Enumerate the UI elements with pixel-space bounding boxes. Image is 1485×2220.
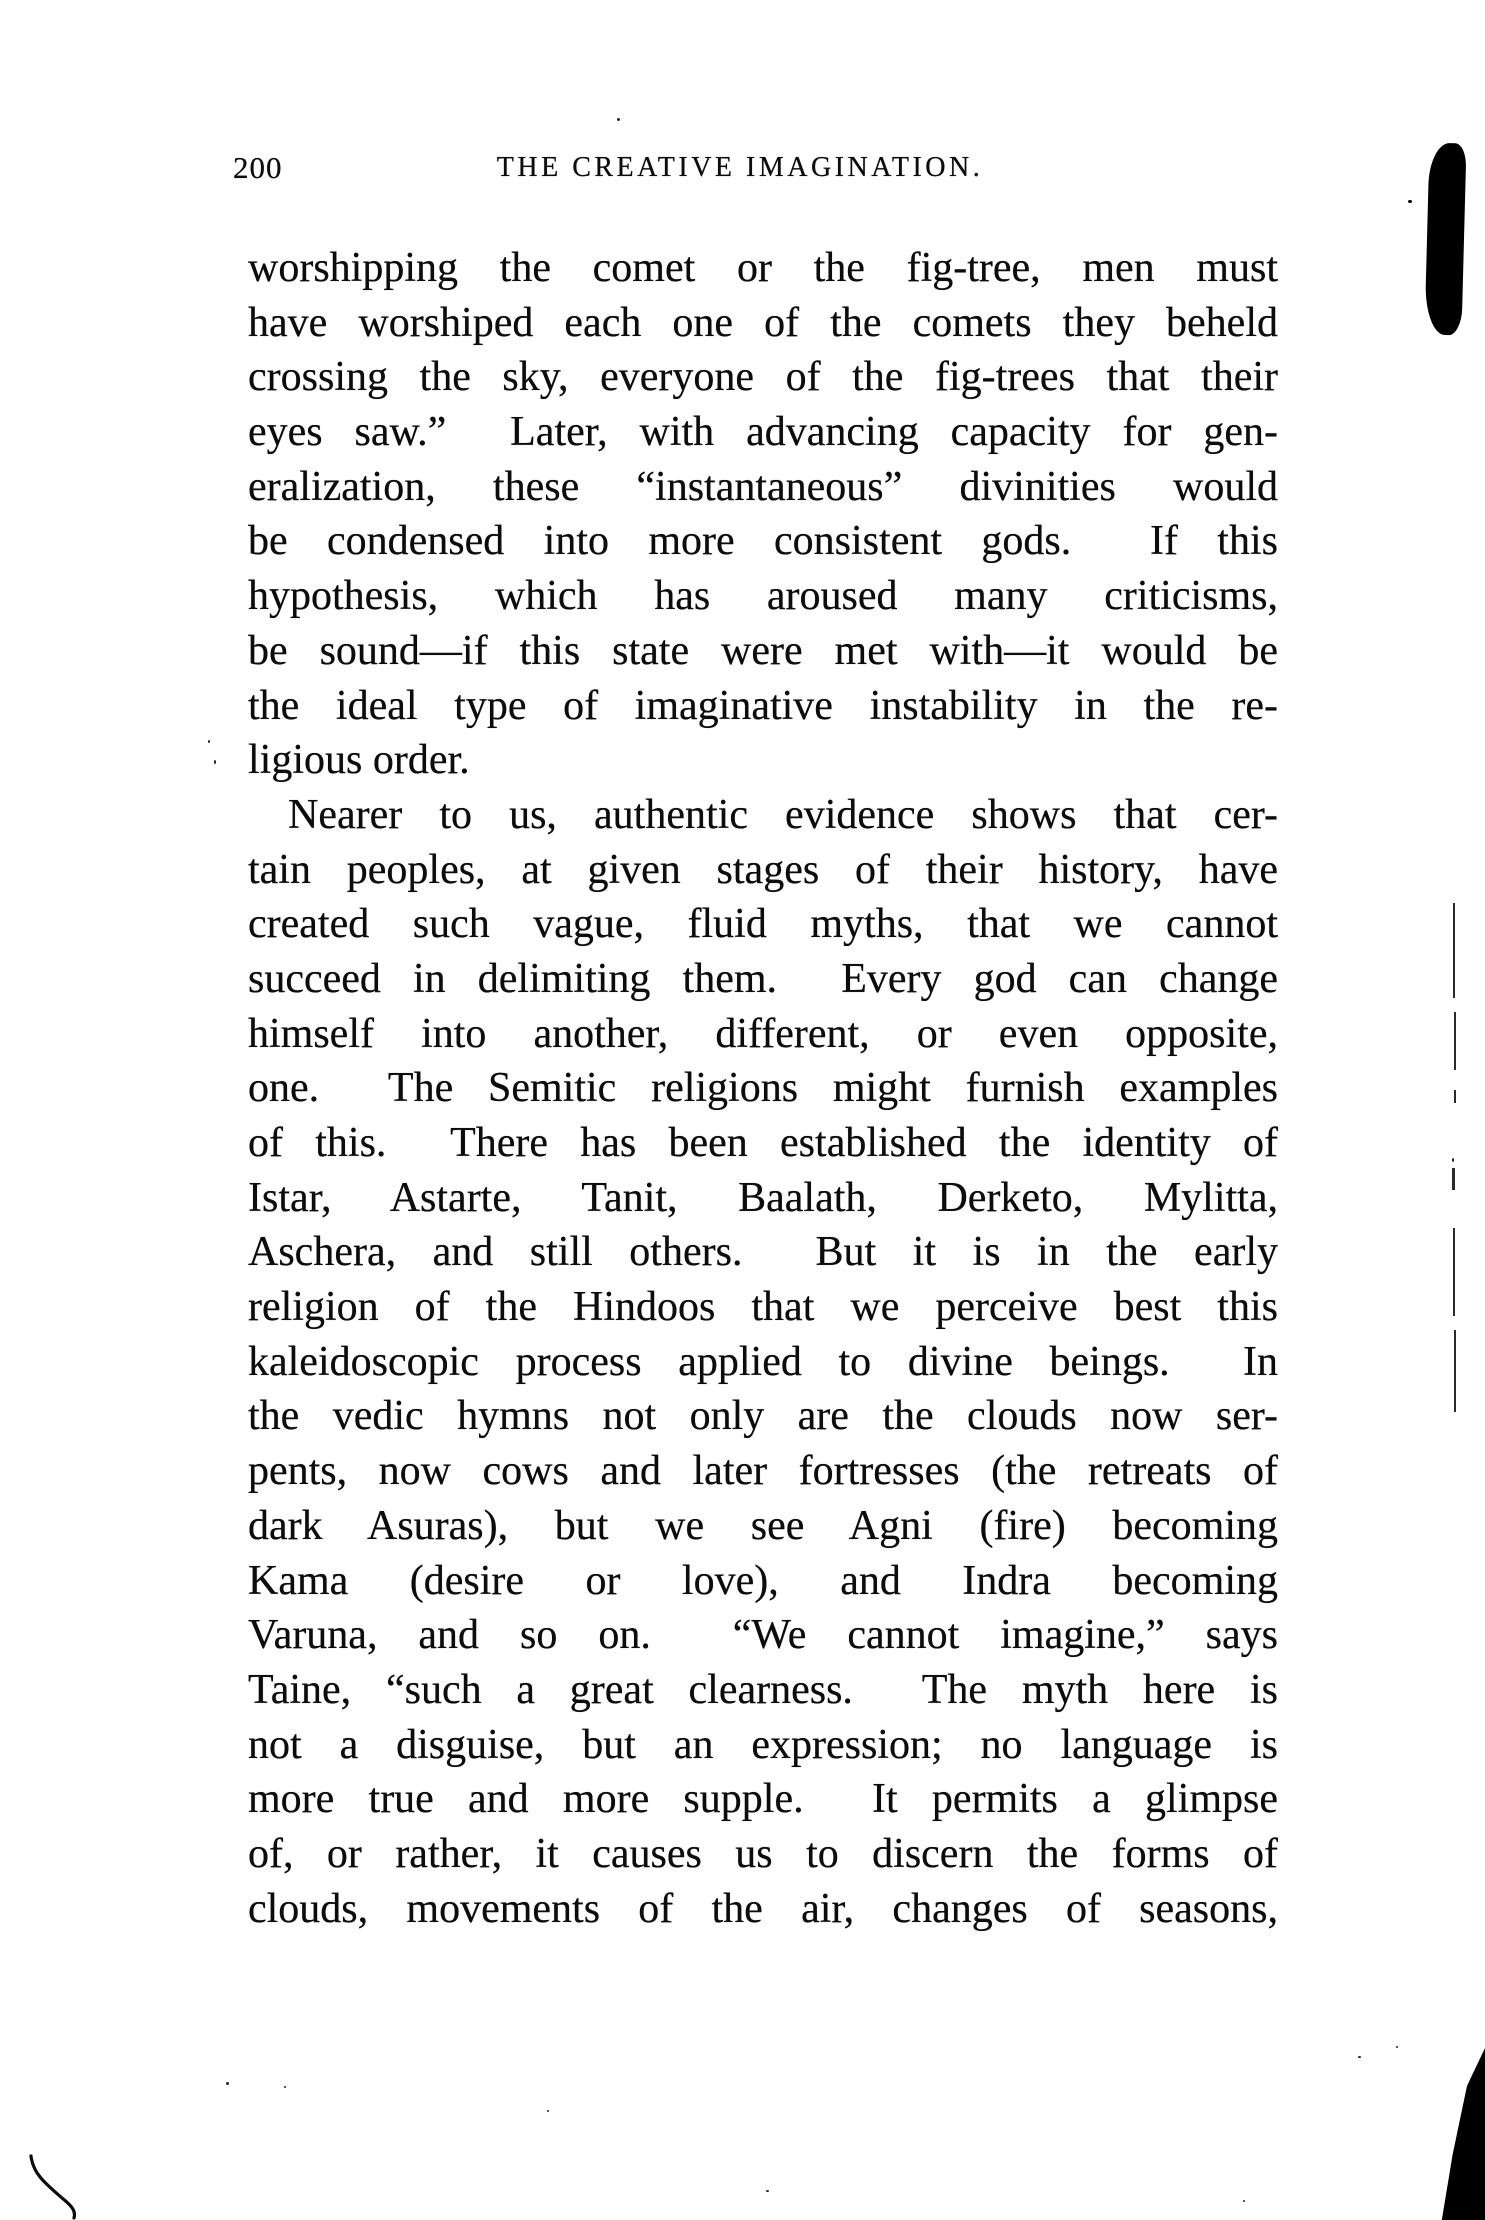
text-line: clouds, movements of the air, changes of seasons, [248,1885,1278,1932]
ink-speck [1358,2056,1361,2058]
text-line: eralization, these “instantaneous” divinities would [248,463,1278,510]
text-line: created such vague, fluid myths, that we cannot [248,901,1278,948]
text-line: have worshiped each one of the comets they beheld [248,299,1278,346]
ink-speck [1396,2046,1398,2048]
ink-speck [284,2086,286,2088]
text-line: of, or rather, it causes us to discern the forms of [248,1830,1278,1877]
edge-mark [1454,1090,1456,1103]
ink-speck [1243,2200,1245,2202]
text-line: more true and more supple. It permits a glimpse [248,1776,1278,1823]
text-line: worshipping the comet or the fig-tree, men must [248,245,1278,291]
page-number: 200 [233,150,283,185]
text-line: not a disguise, but an expression; no language is [248,1721,1278,1768]
text-line: Aschera, and still others. But it is in the early [248,1229,1278,1276]
text-line: succeed in delimiting them. Every god can change [248,955,1278,1002]
text-line: the ideal type of imaginative instability in the re- [248,682,1278,729]
text-line: hypothesis, which has aroused many criticisms, [248,573,1278,620]
edge-mark [1453,903,1455,998]
text-line: eyes saw.” Later, with advancing capacity for gen- [248,409,1278,456]
edge-mark [1452,1168,1455,1190]
text-line: Istar, Astarte, Tanit, Baalath, Derketo, Mylitta, [248,1174,1278,1221]
text-block [248,241,1278,1936]
edge-mark [1454,1012,1456,1070]
text-line: dark Asuras), but we see Agni (fire) becoming [248,1502,1278,1549]
text-line: be sound—if this state were met with—it would be [248,627,1278,674]
ink-speck [208,740,210,743]
ink-speck [1452,1158,1454,1162]
text-line: Nearer to us, authentic evidence shows that cer- [288,791,1278,838]
pen-stroke-artifact [20,2148,92,2220]
edge-mark [1453,1228,1455,1316]
text-line: of this. There has been established the identity of [248,1120,1278,1166]
ink-speck [617,118,620,121]
corner-wedge-artifact [1425,2048,1485,2220]
text-line: the vedic hymns not only are the clouds now ser- [248,1393,1278,1440]
text-line: one. The Semitic religions might furnish examples [248,1065,1278,1112]
running-header-title: THE CREATIVE IMAGINATION. [496,152,984,183]
ink-speck [1408,200,1412,203]
ink-speck [226,2082,229,2085]
text-line: religion of the Hindoos that we perceive best this [248,1284,1278,1331]
running-header [233,148,1278,194]
text-line: kaleidoscopic process applied to divine beings. In [248,1338,1278,1385]
ink-speck [766,2190,769,2192]
text-line: crossing the sky, everyone of the fig-trees that their [248,354,1278,401]
text-line: pents, now cows and later fortresses (the retreats of [248,1448,1278,1495]
ink-blob-artifact [1424,143,1466,336]
text-line: ligious order. [248,737,470,784]
ink-speck [214,760,216,764]
edge-mark [1454,1330,1456,1412]
ink-speck [547,2110,549,2112]
text-line: Varuna, and so on. “We cannot imagine,” says [248,1612,1278,1659]
text-line: himself into another, different, or even opposite, [248,1010,1278,1057]
text-line: Taine, “such a great clearness. The myth here is [248,1666,1278,1713]
text-line: tain peoples, at given stages of their history, have [248,846,1278,893]
text-line: be condensed into more consistent gods. If this [248,518,1278,565]
text-line: Kama (desire or love), and Indra becoming [248,1557,1278,1604]
